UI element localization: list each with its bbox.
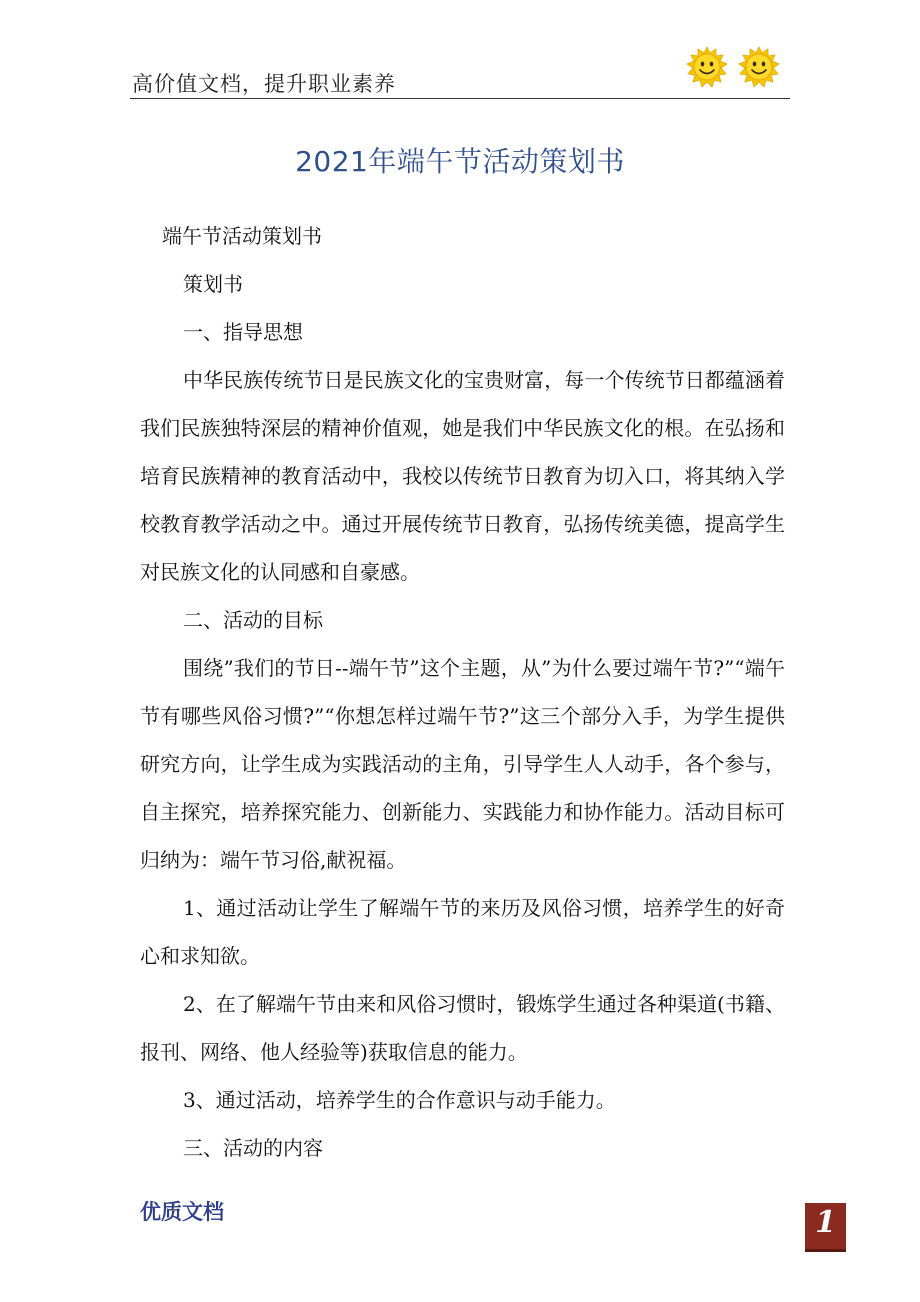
section-heading: 三、活动的内容 (183, 1136, 323, 1160)
subtitle: 端午节活动策划书 (162, 224, 322, 248)
paragraph: 中华民族传统节日是民族文化的宝贵财富，每一个传统节日都蕴涵着我们民族独特深层的精神价值观，她是我们中华民族文化的根。在弘扬和培育民族精神的教育活动中，我校以传统节日教育为切入口，将其纳入学校教育教学活动之中。通过开展传统节日教育，弘扬传统美德，提高学生对民族文化的认同感和自豪感。 (140, 368, 785, 584)
document-title: 2021年端午节活动策划书 (295, 145, 625, 178)
header-slogan: 高价值文档，提升职业素养 (132, 72, 396, 96)
paragraph: 策划书 (183, 272, 243, 296)
list-item: 1、通过活动让学生了解端午节的来历及风俗习惯，培养学生的好奇心和求知欲。 (140, 896, 785, 968)
page-number: 1 (815, 1205, 836, 1240)
section-heading: 二、活动的目标 (183, 608, 323, 632)
list-item: 3、通过活动，培养学生的合作意识与动手能力。 (183, 1088, 616, 1112)
smiley-icon (738, 46, 780, 88)
list-item: 2、在了解端午节由来和风俗习惯时，锻炼学生通过各种渠道(书籍、报刊、网络、他人经验等)获取信息的能力。 (140, 992, 785, 1064)
page-header (130, 40, 790, 99)
smiley-icon (686, 46, 728, 88)
footer-label: 优质文档 (140, 1200, 224, 1224)
document-body (140, 212, 785, 1172)
page-number-badge (805, 1203, 846, 1252)
paragraph: 围绕”我们的节日--端午节”这个主题，从”为什么要过端午节?”“端午节有哪些风俗习惯?”“你想怎样过端午节?”这三个部分入手，为学生提供研究方向，让学生成为实践活动的主角，引导学生人人动手，各个参与，自主探究，培养探究能力、创新能力、实践能力和协作能力。活动目标可归纳为：端午节习俗,献祝福。 (140, 656, 785, 872)
section-heading: 一、指导思想 (183, 320, 303, 344)
